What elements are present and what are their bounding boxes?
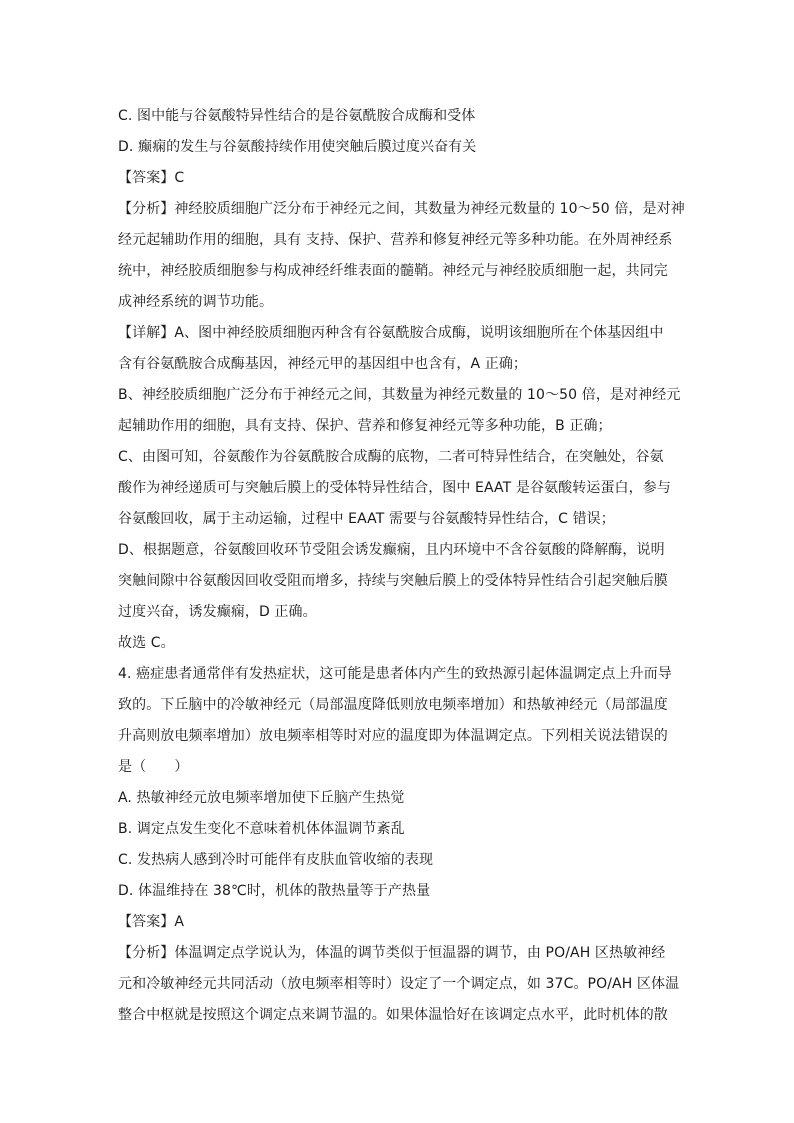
explanation-line: 【详解】A、图中神经胶质细胞丙种含有谷氨酰胺合成酶，说明该细胞所在个体基因组中 (118, 325, 664, 341)
option-d-line: D. 癫痫的发生与谷氨酸持续作用使突触后膜过度兴奋有关 (118, 139, 477, 155)
explanation-line: 过度兴奋，诱发癫痫，D 正确。 (118, 604, 317, 620)
explanation-line: 酸作为神经递质可与突触后膜上的受体特异性结合，图中 EAAT 是谷氨酸转运蛋白，参与 (118, 480, 671, 496)
analysis-line: 成神经系统的调节功能。 (118, 294, 274, 310)
explanation-line: 突触间隙中谷氨酸因回收受阻而增多，持续与突触后膜上的受体特异性结合引起突触后膜 (118, 573, 668, 589)
explanation-line: 起辅助作用的细胞，具有支持、保护、营养和修复神经元等多种功能，B 正确； (118, 418, 612, 434)
option-b-line: B. 调定点发生变化不意味着机体体温调节紊乱 (118, 821, 405, 837)
explanation-line: 谷氨酸回收，属于主动运输，过程中 EAAT 需要与谷氨酸特异性结合，C 错误； (118, 511, 615, 527)
explanation-line: B、神经胶质细胞广泛分布于神经元之间，其数量为神经元数量的 10～50 倍，是对神经元 (118, 387, 681, 403)
option-d-line: D. 体温维持在 38℃时，机体的散热量等于产热量 (118, 883, 431, 899)
analysis-line: 元和冷敏神经元共同活动（放电频率相等时）设定了一个调定点，如 37C。PO/AH 区体温 (118, 976, 680, 992)
conclusion-line: 故选 C。 (118, 635, 175, 651)
explanation-line: C、由图可知，谷氨酸作为谷氨酰胺合成酶的底物，二者可特异性结合，在突触处，谷氨 (118, 449, 664, 465)
analysis-line: 【分析】神经胶质细胞广泛分布于神经元之间，其数量为神经元数量的 10～50 倍，是对神 (118, 201, 685, 217)
question-4-line: 升高则放电频率增加）放电频率相等时对应的温度即为体温调定点。下列相关说法错误的 (118, 728, 668, 744)
explanation-line: 含有谷氨酰胺合成酶基因，神经元甲的基因组中也含有，A 正确； (118, 356, 528, 372)
analysis-line: 【分析】体温调定点学说认为，体温的调节类似于恒温器的调节，由 PO/AH 区热敏神经 (118, 945, 666, 961)
analysis-line: 整合中枢就是按照这个调定点来调节温的。如果体温恰好在该调定点水平，此时机体的散 (118, 1007, 668, 1023)
question-4-line: 是（ ） (118, 759, 189, 775)
option-c-line: C. 图中能与谷氨酸特异性结合的是谷氨酰胺合成酶和受体 (118, 108, 476, 124)
option-a-line: A. 热敏神经元放电频率增加使下丘脑产生热觉 (118, 790, 405, 806)
explanation-line: D、根据题意，谷氨酸回收环节受阻会诱发癫痫，且内环境中不含谷氨酸的降解酶，说明 (118, 542, 665, 558)
analysis-line: 统中，神经胶质细胞参与构成神经纤维表面的髓鞘。神经元与神经胶质细胞一起，共同完 (118, 263, 668, 279)
analysis-line: 经元起辅助作用的细胞，具有 支持、保护、营养和修复神经元等多种功能。在外周神经系 (118, 232, 673, 248)
question-4-line: 致的。下丘脑中的冷敏神经元（局部温度降低则放电频率增加）和热敏神经元（局部温度 (118, 697, 668, 713)
answer-line: 【答案】C (118, 170, 185, 186)
answer-line: 【答案】A (118, 914, 185, 930)
option-c-line: C. 发热病人感到冷时可能伴有皮肤血管收缩的表现 (118, 852, 434, 868)
document-body (118, 101, 685, 1031)
question-4-line: 4. 癌症患者通常伴有发热症状，这可能是患者体内产生的致热源引起体温调定点上升而导 (118, 666, 672, 682)
